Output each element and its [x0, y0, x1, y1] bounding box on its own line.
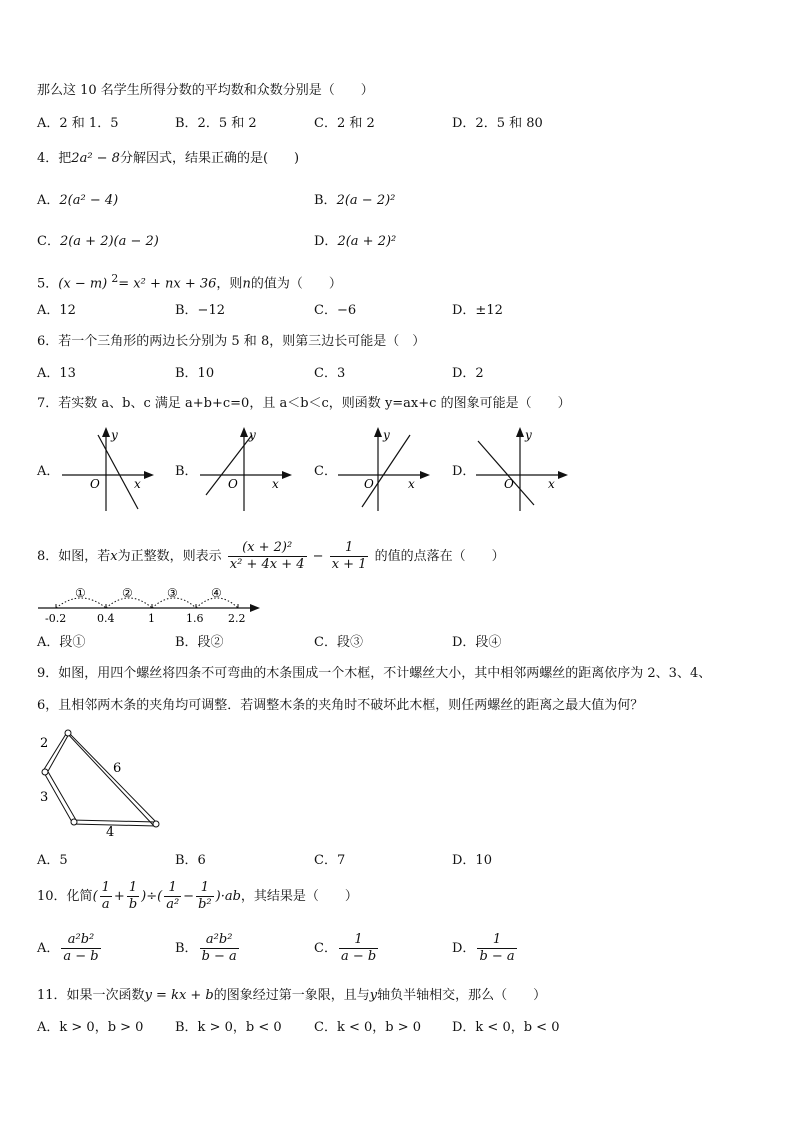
q9-screw-3	[71, 819, 77, 825]
q9-wood-frame-figure	[36, 728, 176, 840]
q10-option-c-label: C．	[314, 941, 337, 956]
q3-option-a[interactable]: A．2 和 1．5	[37, 116, 119, 131]
q7-b-y: y	[249, 428, 256, 442]
q11-mid: 的图象经过第一象限，且与	[213, 988, 370, 1003]
q11-option-a[interactable]: A．k > 0，b > 0	[37, 1020, 144, 1035]
q8-seg-2: ②	[122, 586, 133, 600]
q6-stem: 6．若一个三角形的两边长分别为 5 和 8，则第三边长可能是（ ）	[37, 334, 426, 349]
q4-number: 4．	[37, 151, 59, 166]
q7-option-d-label[interactable]: D．	[452, 464, 476, 479]
q4-option-a-label: A．	[37, 193, 60, 208]
q10-option-c[interactable]	[314, 929, 380, 969]
q10-frac-2a	[164, 880, 181, 913]
q7-c-o: O	[364, 477, 374, 491]
q7-stem: 7．若实数 a、b、c 满足 a+b+c=0，且 a＜b＜c，则函数 y=ax+c 的图象可能是（ ）	[37, 396, 571, 411]
q10-option-d-label: D．	[452, 941, 476, 956]
q10-frac-1b-den: b	[128, 897, 138, 912]
q11-expr: y = kx + b	[144, 988, 214, 1003]
q10-option-d-den: b − a	[479, 949, 515, 964]
q4-option-a[interactable]	[37, 192, 118, 210]
q10-option-a[interactable]	[37, 929, 103, 969]
q4-option-a-expr: 2(a² − 4)	[59, 193, 119, 208]
q4-option-b-label: B．	[314, 193, 337, 208]
q9-line-2: 6，且相邻两木条的夹角均可调整．若调整木条的夹角时不破坏此木框，则任两螺丝的距离之最大值为何？	[37, 698, 644, 713]
q10-option-d[interactable]	[452, 929, 519, 969]
q10-frac-2a-num: 1	[168, 880, 177, 895]
q9-screw-1	[65, 730, 71, 736]
q5-option-b[interactable]: B．−12	[175, 303, 225, 318]
q11-suffix: 轴负半轴相交，那么（ ）	[377, 988, 547, 1003]
q5-eq: = x² + nx + 36	[118, 276, 217, 292]
q6-option-d[interactable]: D．2	[452, 366, 484, 381]
q4-option-d[interactable]	[314, 233, 396, 251]
q10-option-d-num: 1	[492, 932, 502, 947]
q10-frac-2b-num: 1	[200, 880, 209, 895]
q8-tick-5: 2.2	[228, 612, 246, 625]
q7-b-o: O	[228, 477, 238, 491]
q11-stem	[37, 987, 546, 1005]
q8-option-b[interactable]: B．段②	[175, 635, 224, 650]
q7-option-b-label[interactable]: B．	[175, 464, 198, 479]
q8-mid: 为正整数，则表示	[117, 549, 222, 564]
q8-suffix: 的值的点落在（ ）	[374, 549, 505, 564]
q10-option-a-label: A．	[37, 941, 60, 956]
q5-mid: ，则	[216, 276, 243, 292]
q10-frac-1b-num: 1	[128, 880, 138, 895]
q8-option-a[interactable]: A．段①	[37, 635, 86, 650]
q8-frac1-num: (x + 2)²	[242, 540, 293, 555]
q10-option-a-num: a²b²	[67, 932, 95, 947]
q8-option-d[interactable]: D．段④	[452, 635, 502, 650]
q7-c-y: y	[383, 428, 390, 442]
q4-prefix: 把	[58, 151, 72, 166]
q8-stem	[37, 537, 505, 577]
q5-expr: (x − m)	[58, 276, 108, 292]
q4-suffix: 分解因式，结果正确的是( )	[119, 151, 300, 166]
q10-div: )÷(	[141, 889, 163, 904]
q9-option-a[interactable]: A．5	[37, 853, 68, 868]
q5-option-c[interactable]: C．−6	[314, 303, 357, 318]
q5-stem	[37, 270, 342, 293]
q3-option-d[interactable]: D．2．5 和 80	[452, 116, 543, 131]
q10-option-b-num: a²b²	[205, 932, 233, 947]
q7-d-y: y	[525, 428, 532, 442]
q10-frac-1b	[127, 880, 139, 913]
q11-option-c[interactable]: C．k < 0，b > 0	[314, 1020, 422, 1035]
q4-option-b-expr: 2(a − 2)²	[336, 193, 396, 208]
q9-line-1: 9．如图，用四个螺丝将四条不可弯曲的木条围成一个木框，不计螺丝大小，其中相邻两螺丝的距离依序为 2、3、4、	[37, 666, 712, 681]
q10-number: 10．	[37, 889, 67, 904]
q8-number-line	[36, 584, 266, 626]
q10-frac-2b	[196, 880, 214, 913]
q8-frac2-num: 1	[344, 540, 354, 555]
q7-option-a-label[interactable]: A．	[37, 464, 60, 479]
q8-tick-1: -0.2	[45, 612, 67, 625]
q8-tick-3: 1	[148, 612, 155, 625]
q7-b-x: x	[272, 477, 279, 491]
q8-minus: −	[312, 549, 324, 564]
q11-number: 11．	[37, 988, 67, 1003]
q10-prefix: 化简	[66, 889, 93, 904]
q8-fraction-1	[228, 540, 307, 573]
q8-prefix: 如图，若	[58, 549, 111, 564]
q7-option-c-label[interactable]: C．	[314, 464, 337, 479]
q11-option-b[interactable]: B．k > 0，b < 0	[175, 1020, 282, 1035]
q10-option-b-label: B．	[175, 941, 198, 956]
q7-graph-d[interactable]	[472, 425, 572, 515]
q10-option-c-den: a − b	[340, 949, 377, 964]
q10-frac-1a-num: 1	[101, 880, 110, 895]
q10-suffix: ，其结果是（ ）	[240, 889, 358, 904]
q10-plus: +	[113, 889, 125, 904]
q10-option-c-frac	[339, 932, 378, 965]
q8-var: x	[110, 549, 118, 564]
q7-a-o: O	[90, 477, 100, 491]
q7-graph-b[interactable]	[196, 425, 296, 515]
q8-tick-2: 0.4	[97, 612, 115, 625]
q9-option-b[interactable]: B．6	[175, 853, 206, 868]
q8-fraction-2	[330, 540, 369, 573]
q5-number: 5．	[37, 276, 59, 292]
q7-d-o: O	[504, 477, 514, 491]
q11-var: y	[369, 988, 378, 1003]
q4-stem	[37, 150, 299, 168]
q4-option-b[interactable]	[314, 192, 395, 210]
q10-option-a-den: a − b	[63, 949, 99, 964]
q4-expr: 2a² − 8	[71, 151, 120, 166]
q10-frac-1a	[100, 880, 112, 913]
q4-option-c-label: C．	[37, 234, 60, 249]
q9-label-3: 3	[40, 790, 49, 805]
q9-option-c[interactable]: C．7	[314, 853, 346, 868]
q8-option-c[interactable]: C．段③	[314, 635, 363, 650]
q11-prefix: 如果一次函数	[66, 988, 145, 1003]
q9-screw-2	[42, 769, 48, 775]
q11-option-d[interactable]: D．k < 0，b < 0	[452, 1020, 560, 1035]
q5-sup: 2	[111, 272, 119, 285]
q8-frac2-den: x + 1	[331, 557, 367, 572]
q9-label-6: 6	[113, 761, 122, 776]
q6-option-a[interactable]: A．13	[37, 366, 76, 381]
q10-minus: −	[183, 889, 195, 904]
q4-option-c[interactable]	[37, 233, 159, 251]
q3-stem: 那么这 10 名学生所得分数的平均数和众数分别是（ ）	[37, 83, 374, 98]
q3-option-b[interactable]: B．2．5 和 2	[175, 116, 257, 131]
q5-var: n	[242, 276, 251, 292]
q10-frac-2b-den: b²	[198, 897, 212, 912]
q9-bar-6	[66, 732, 158, 826]
q10-paren-open: (	[92, 889, 98, 904]
q10-option-c-num: 1	[354, 932, 363, 947]
q5-option-a[interactable]: A．12	[37, 303, 76, 318]
q9-screw-4	[153, 821, 159, 827]
q9-label-4: 4	[106, 825, 115, 840]
q6-option-c[interactable]: C．3	[314, 366, 346, 381]
q7-a-y: y	[111, 428, 118, 442]
q8-tick-4: 1.6	[186, 612, 204, 625]
q5-suffix: 的值为（ ）	[250, 276, 342, 292]
q7-graph-a[interactable]	[58, 425, 158, 515]
q8-frac1-den: x² + 4x + 4	[229, 557, 305, 572]
q10-option-b-den: b − a	[201, 949, 237, 964]
q4-option-d-expr: 2(a + 2)²	[337, 234, 397, 249]
q8-seg-1: ①	[75, 586, 86, 600]
q10-frac-2a-den: a²	[166, 897, 180, 912]
q10-option-d-frac	[477, 932, 516, 965]
q6-option-b[interactable]: B．10	[175, 366, 215, 381]
q8-number: 8．	[37, 549, 59, 564]
q10-frac-1a-den: a	[100, 896, 112, 913]
q10-stem	[37, 877, 358, 917]
q10-tail: )·ab	[215, 889, 241, 904]
q4-option-d-label: D．	[314, 234, 338, 249]
q9-label-2: 2	[40, 736, 49, 751]
q4-option-c-expr: 2(a + 2)(a − 2)	[59, 234, 159, 249]
q9-option-d[interactable]: D．10	[452, 853, 492, 868]
q7-d-x: x	[548, 477, 555, 491]
q7-c-x: x	[408, 477, 415, 491]
q7-a-x: x	[134, 477, 141, 491]
q10-option-b[interactable]	[175, 929, 241, 969]
q8-seg-4: ④	[211, 586, 222, 600]
q10-option-b-frac	[200, 932, 239, 965]
q8-seg-3: ③	[167, 586, 178, 600]
q10-option-a-frac	[61, 932, 100, 965]
q7-graph-c[interactable]	[334, 425, 434, 515]
q3-option-c[interactable]: C．2 和 2	[314, 116, 375, 131]
q5-option-d[interactable]: D．±12	[452, 303, 503, 318]
